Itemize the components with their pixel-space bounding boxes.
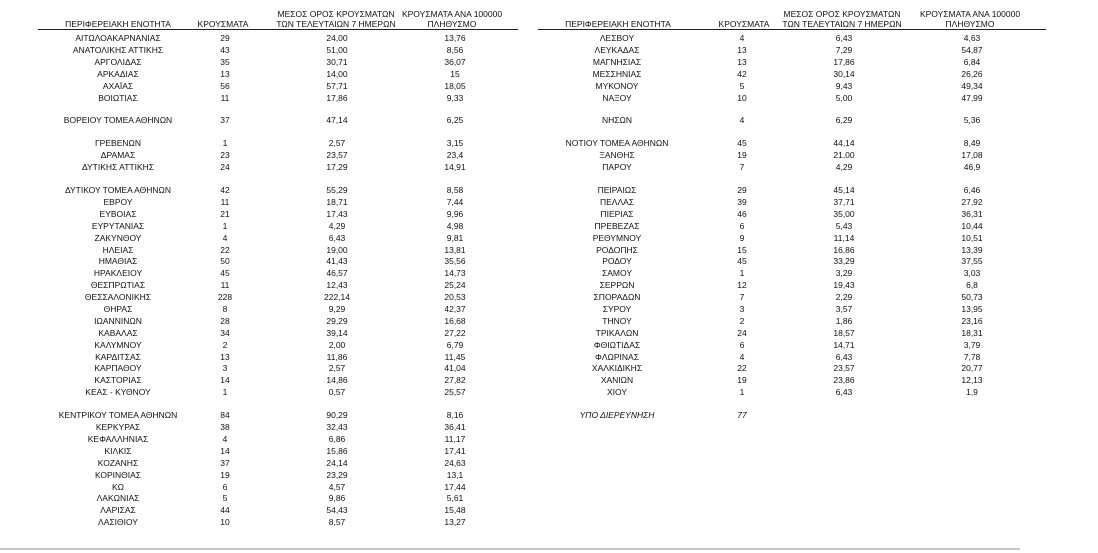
left-cell-avg7: 2,57 [328, 138, 346, 148]
left-cell-per100k: 17,44 [444, 482, 466, 492]
right-cell-avg7: 44,14 [833, 138, 855, 148]
left-cell-avg7: 12,43 [326, 280, 348, 290]
left-cell-region: ΘΕΣΣΑΛΟΝΙΚΗΣ [84, 292, 152, 302]
left-cell-avg7: 4,57 [328, 482, 346, 492]
right-cell-per100k: 6,8 [966, 280, 978, 290]
left-cell-cases: 34 [220, 328, 230, 338]
right-cell-cases: 2 [739, 316, 745, 326]
left-cell-per100k: 42,37 [444, 304, 466, 314]
right-cell-cases: 22 [737, 363, 747, 373]
right-cell-region: ΥΠΟ ΔΙΕΡΕΥΝΗΣΗ [579, 410, 655, 420]
left-cell-avg7: 14,86 [326, 375, 348, 385]
left-cell-avg7: 32,43 [326, 422, 348, 432]
left-cell-cases: 14 [220, 375, 230, 385]
right-cell-region: ΡΟΔΟΠΗΣ [596, 245, 638, 255]
right-cell-avg7: 18,57 [833, 328, 855, 338]
right-cell-region: ΠΑΡΟΥ [602, 162, 632, 172]
right-cell-per100k: 3,79 [963, 340, 981, 350]
right-cell-avg7: 35,00 [833, 209, 855, 219]
right-cell-cases: 39 [737, 197, 747, 207]
right-cell-per100k: 13,95 [961, 304, 983, 314]
left-cell-per100k: 13,81 [444, 245, 466, 255]
left-cell-region: ΕΒΡΟΥ [103, 197, 133, 207]
right-cell-avg7: 2,29 [835, 292, 853, 302]
right-cell-cases: 15 [737, 245, 747, 255]
left-cell-avg7: 14,00 [326, 69, 348, 79]
left-cell-avg7: 41,43 [326, 256, 348, 266]
left-cell-per100k: 5,61 [446, 493, 464, 503]
left-cell-cases: 1 [222, 221, 228, 231]
right-cell-region: ΣΑΜΟΥ [601, 268, 633, 278]
left-cell-region: ΚΑΣΤΟΡΙΑΣ [94, 375, 142, 385]
left-cell-per100k: 7,44 [446, 197, 464, 207]
left-cell-avg7: 9,29 [328, 304, 346, 314]
right-cell-per100k: 6,84 [963, 57, 981, 67]
right-cell-region: ΦΘΙΩΤΙΔΑΣ [593, 340, 641, 350]
left-cell-region: ΑΙΤΩΛΟΑΚΑΡΝΑΝΙΑΣ [75, 33, 161, 43]
left-cell-per100k: 24,63 [444, 458, 466, 468]
right-cell-avg7: 4,29 [835, 162, 853, 172]
left-cell-region: ΚΙΛΚΙΣ [104, 446, 132, 456]
left-cell-avg7: 4,29 [328, 221, 346, 231]
left-cell-cases: 24 [220, 162, 230, 172]
left-cell-cases: 22 [220, 245, 230, 255]
right-cell-cases: 9 [739, 233, 745, 243]
left-cell-per100k: 15 [450, 69, 460, 79]
left-cell-cases: 228 [217, 292, 233, 302]
left-cell-region: ΘΗΡΑΣ [103, 304, 133, 314]
right-header-avg-line2: ΤΩΝ ΤΕΛΕΥΤΑΙΩΝ 7 ΗΜΕΡΩΝ [782, 19, 902, 29]
right-cell-cases: 10 [737, 93, 747, 103]
right-cell-cases: 77 [737, 410, 747, 420]
right-cell-region: ΦΛΩΡΙΝΑΣ [595, 352, 639, 362]
left-cell-per100k: 4,98 [446, 221, 464, 231]
right-cell-region: ΠΕΙΡΑΙΩΣ [597, 185, 637, 195]
right-cell-cases: 1 [739, 268, 745, 278]
right-cell-per100k: 27,92 [961, 197, 983, 207]
right-cell-region: ΜΥΚΟΝΟΥ [595, 81, 639, 91]
left-header-region: ΠΕΡΙΦΕΡΕΙΑΚΗ ΕΝΟΤΗΤΑ [65, 19, 171, 29]
left-cell-region: ΚΑΒΑΛΑΣ [98, 328, 138, 338]
right-cell-region: ΛΕΥΚΑΔΑΣ [594, 45, 640, 55]
right-cell-avg7: 3,29 [835, 268, 853, 278]
left-header-rule [38, 29, 518, 30]
left-cell-per100k: 8,58 [446, 185, 464, 195]
right-header-region: ΠΕΡΙΦΕΡΕΙΑΚΗ ΕΝΟΤΗΤΑ [565, 19, 671, 29]
left-cell-per100k: 27,82 [444, 375, 466, 385]
left-cell-avg7: 54,43 [326, 505, 348, 515]
left-cell-region: ΗΛΕΙΑΣ [102, 245, 134, 255]
left-cell-avg7: 51,00 [326, 45, 348, 55]
right-cell-region: ΜΑΓΝΗΣΙΑΣ [592, 57, 642, 67]
right-cell-cases: 46 [737, 209, 747, 219]
left-cell-cases: 1 [222, 387, 228, 397]
left-cell-per100k: 6,25 [446, 115, 464, 125]
right-cell-region: ΣΕΡΡΩΝ [599, 280, 635, 290]
left-cell-per100k: 14,73 [444, 268, 466, 278]
left-cell-avg7: 19,00 [326, 245, 348, 255]
left-cell-cases: 50 [220, 256, 230, 266]
left-cell-cases: 21 [220, 209, 230, 219]
left-cell-avg7: 0,57 [328, 387, 346, 397]
left-cell-cases: 37 [220, 115, 230, 125]
left-cell-cases: 37 [220, 458, 230, 468]
left-cell-avg7: 30,71 [326, 57, 348, 67]
left-cell-avg7: 23,57 [326, 150, 348, 160]
left-cell-cases: 13 [220, 69, 230, 79]
left-cell-per100k: 23,4 [446, 150, 464, 160]
left-cell-region: ΗΡΑΚΛΕΙΟΥ [93, 268, 143, 278]
left-cell-cases: 11 [220, 197, 230, 207]
left-cell-avg7: 17,86 [326, 93, 348, 103]
left-cell-per100k: 15,48 [444, 505, 466, 515]
right-header-avg-line1: ΜΕΣΟΣ ΟΡΟΣ ΚΡΟΥΣΜΑΤΩΝ [783, 9, 901, 19]
left-cell-avg7: 29,29 [326, 316, 348, 326]
right-cell-region: ΠΡΕΒΕΖΑΣ [594, 221, 640, 231]
left-cell-avg7: 46,57 [326, 268, 348, 278]
page-bottom-divider [0, 548, 1020, 550]
right-cell-per100k: 1,9 [966, 387, 978, 397]
left-cell-region: ΛΑΡΙΣΑΣ [100, 505, 136, 515]
left-cell-region: ΚΑΛΥΜΝΟΥ [94, 340, 142, 350]
right-cell-cases: 19 [737, 375, 747, 385]
left-cell-region: ΙΩΑΝΝΙΝΩΝ [94, 316, 142, 326]
left-cell-avg7: 55,29 [326, 185, 348, 195]
left-cell-per100k: 6,79 [446, 340, 464, 350]
right-cell-per100k: 5,36 [963, 115, 981, 125]
right-cell-cases: 29 [737, 185, 747, 195]
right-header-rule [538, 29, 1046, 30]
right-cell-region: ΝΗΣΩΝ [601, 115, 633, 125]
left-cell-cases: 13 [220, 352, 230, 362]
right-cell-cases: 42 [737, 69, 747, 79]
right-cell-cases: 4 [739, 115, 745, 125]
right-cell-per100k: 36,31 [961, 209, 983, 219]
right-cell-avg7: 6,29 [835, 115, 853, 125]
left-cell-region: ΛΑΚΩΝΙΑΣ [96, 493, 140, 503]
right-header-per100k-line1: ΚΡΟΥΣΜΑΤΑ ΑΝΑ 100000 [919, 9, 1021, 19]
left-cell-region: ΓΡΕΒΕΝΩΝ [95, 138, 141, 148]
right-cell-cases: 7 [739, 292, 745, 302]
right-cell-avg7: 16,86 [833, 245, 855, 255]
left-cell-avg7: 39,14 [326, 328, 348, 338]
left-cell-cases: 4 [222, 434, 228, 444]
left-cell-region: ΑΝΑΤΟΛΙΚΗΣ ΑΤΤΙΚΗΣ [72, 45, 164, 55]
right-cell-per100k: 6,46 [963, 185, 981, 195]
left-cell-cases: 84 [220, 410, 230, 420]
left-cell-avg7: 11,86 [326, 352, 348, 362]
left-cell-region: ΚΕΝΤΡΙΚΟΥ ΤΟΜΕΑ ΑΘΗΝΩΝ [58, 410, 178, 420]
right-cell-avg7: 6,43 [835, 387, 853, 397]
left-cell-avg7: 8,57 [328, 517, 346, 527]
left-cell-per100k: 9,33 [446, 93, 464, 103]
left-cell-avg7: 9,86 [328, 493, 346, 503]
right-cell-cases: 3 [739, 304, 745, 314]
right-cell-per100k: 4,63 [963, 33, 981, 43]
left-cell-cases: 38 [220, 422, 230, 432]
left-cell-per100k: 9,96 [446, 209, 464, 219]
left-cell-per100k: 13,76 [444, 33, 466, 43]
left-cell-per100k: 11,17 [444, 434, 466, 444]
left-cell-cases: 2 [222, 340, 228, 350]
left-cell-region: ΒΟΙΩΤΙΑΣ [98, 93, 138, 103]
left-cell-region: ΕΥΡΥΤΑΝΙΑΣ [91, 221, 145, 231]
left-cell-per100k: 3,15 [446, 138, 464, 148]
right-cell-region: ΧΙΟΥ [606, 387, 628, 397]
right-cell-cases: 19 [737, 150, 747, 160]
left-cell-region: ΚΕΑΣ - ΚΥΘΝΟΥ [85, 387, 151, 397]
left-cell-cases: 44 [220, 505, 230, 515]
right-cell-avg7: 30,14 [833, 69, 855, 79]
left-cell-per100k: 27,22 [444, 328, 466, 338]
right-cell-avg7: 45,14 [833, 185, 855, 195]
right-cell-avg7: 37,71 [833, 197, 855, 207]
left-cell-region: ΚΟΖΑΝΗΣ [97, 458, 139, 468]
right-cell-cases: 4 [739, 352, 745, 362]
right-cell-per100k: 26,26 [961, 69, 983, 79]
right-cell-cases: 7 [739, 162, 745, 172]
right-cell-avg7: 6,43 [835, 352, 853, 362]
right-header-per100k-line2: ΠΛΗΘΥΣΜΟ [945, 19, 995, 29]
right-cell-per100k: 54,87 [961, 45, 983, 55]
right-cell-per100k: 12,13 [961, 375, 983, 385]
left-cell-per100k: 36,07 [444, 57, 466, 67]
right-cell-cases: 1 [739, 387, 745, 397]
right-cell-cases: 45 [737, 256, 747, 266]
left-cell-cases: 3 [222, 363, 228, 373]
right-cell-region: ΝΑΞΟΥ [602, 93, 632, 103]
left-cell-avg7: 23,29 [326, 470, 348, 480]
right-cell-cases: 13 [737, 45, 747, 55]
left-cell-per100k: 13,1 [446, 470, 464, 480]
right-cell-per100k: 17,08 [961, 150, 983, 160]
left-header-avg-line2: ΤΩΝ ΤΕΛΕΥΤΑΙΩΝ 7 ΗΜΕΡΩΝ [276, 19, 396, 29]
left-cell-per100k: 35,56 [444, 256, 466, 266]
left-cell-avg7: 17,43 [326, 209, 348, 219]
left-cell-region: ΘΕΣΠΡΩΤΙΑΣ [90, 280, 146, 290]
left-cell-region: ΒΟΡΕΙΟΥ ΤΟΜΕΑ ΑΘΗΝΩΝ [63, 115, 173, 125]
right-cell-per100k: 50,73 [961, 292, 983, 302]
right-header-cases: ΚΡΟΥΣΜΑΤΑ [718, 19, 770, 29]
right-cell-cases: 13 [737, 57, 747, 67]
left-cell-per100k: 8,56 [446, 45, 464, 55]
right-cell-region: ΡΕΘΥΜΝΟΥ [592, 233, 642, 243]
right-cell-per100k: 7,78 [963, 352, 981, 362]
right-cell-region: ΝΟΤΙΟΥ ΤΟΜΕΑ ΑΘΗΝΩΝ [565, 138, 669, 148]
right-cell-per100k: 10,51 [961, 233, 983, 243]
right-cell-per100k: 47,99 [961, 93, 983, 103]
left-cell-region: ΚΑΡΔΙΤΣΑΣ [95, 352, 141, 362]
right-cell-per100k: 37,55 [961, 256, 983, 266]
left-cell-avg7: 47,14 [326, 115, 348, 125]
left-cell-region: ΔΥΤΙΚΗΣ ΑΤΤΙΚΗΣ [81, 162, 155, 172]
right-cell-avg7: 33,29 [833, 256, 855, 266]
right-cell-region: ΜΕΣΣΗΝΙΑΣ [592, 69, 642, 79]
right-cell-region: ΡΟΔΟΥ [602, 256, 632, 266]
left-cell-region: ΕΥΒΟΙΑΣ [99, 209, 137, 219]
left-cell-cases: 5 [222, 493, 228, 503]
right-cell-per100k: 8,49 [963, 138, 981, 148]
right-cell-avg7: 5,00 [835, 93, 853, 103]
left-cell-cases: 8 [222, 304, 228, 314]
left-cell-cases: 23 [220, 150, 230, 160]
left-cell-region: ΑΧΑΪΑΣ [102, 81, 134, 91]
left-cell-avg7: 24,00 [326, 33, 348, 43]
left-cell-per100k: 41,04 [444, 363, 466, 373]
right-cell-per100k: 23,16 [961, 316, 983, 326]
left-cell-per100k: 11,45 [444, 352, 466, 362]
right-cell-avg7: 19,43 [833, 280, 855, 290]
right-cell-region: ΣΥΡΟΥ [602, 304, 632, 314]
left-cell-per100k: 18,05 [444, 81, 466, 91]
left-cell-region: ΛΑΣΙΘΙΟΥ [98, 517, 138, 527]
right-cell-cases: 6 [739, 340, 745, 350]
left-cell-region: ΚΑΡΠΑΘΟΥ [94, 363, 142, 373]
right-cell-avg7: 23,86 [833, 375, 855, 385]
left-header-per100k-line1: ΚΡΟΥΣΜΑΤΑ ΑΝΑ 100000 [401, 9, 503, 19]
right-cell-cases: 6 [739, 221, 745, 231]
right-cell-region: ΛΕΣΒΟΥ [599, 33, 635, 43]
right-cell-per100k: 49,34 [961, 81, 983, 91]
left-cell-avg7: 24,14 [326, 458, 348, 468]
right-cell-avg7: 11,14 [833, 233, 855, 243]
left-cell-cases: 14 [220, 446, 230, 456]
left-cell-avg7: 15,86 [326, 446, 348, 456]
left-cell-avg7: 90,29 [326, 410, 348, 420]
left-cell-avg7: 18,71 [326, 197, 348, 207]
right-cell-avg7: 3,57 [835, 304, 853, 314]
right-cell-region: ΤΡΙΚΑΛΩΝ [595, 328, 639, 338]
left-cell-per100k: 20,53 [444, 292, 466, 302]
right-cell-avg7: 17,86 [833, 57, 855, 67]
right-cell-avg7: 1,86 [835, 316, 853, 326]
left-cell-region: ΑΡΓΟΛΙΔΑΣ [94, 57, 142, 67]
right-cell-region: ΧΑΝΙΩΝ [600, 375, 634, 385]
left-cell-cases: 56 [220, 81, 230, 91]
left-cell-region: ΚΕΡΚΥΡΑΣ [95, 422, 141, 432]
right-cell-cases: 12 [737, 280, 747, 290]
left-cell-per100k: 9,81 [446, 233, 464, 243]
left-cell-avg7: 6,86 [328, 434, 346, 444]
left-cell-cases: 45 [220, 268, 230, 278]
left-cell-per100k: 25,57 [444, 387, 466, 397]
right-cell-per100k: 46,9 [963, 162, 981, 172]
right-cell-region: ΧΑΛΚΙΔΙΚΗΣ [591, 363, 643, 373]
left-cell-cases: 10 [220, 517, 230, 527]
right-cell-avg7: 14,71 [833, 340, 855, 350]
right-cell-cases: 24 [737, 328, 747, 338]
left-cell-cases: 11 [220, 280, 230, 290]
right-cell-avg7: 7,29 [835, 45, 853, 55]
left-cell-region: ΔΥΤΙΚΟΥ ΤΟΜΕΑ ΑΘΗΝΩΝ [64, 185, 172, 195]
right-cell-per100k: 18,31 [961, 328, 983, 338]
right-cell-region: ΣΠΟΡΑΔΩΝ [593, 292, 641, 302]
left-cell-cases: 1 [222, 138, 228, 148]
left-header-cases: ΚΡΟΥΣΜΑΤΑ [197, 19, 249, 29]
left-cell-per100k: 13,27 [444, 517, 466, 527]
left-cell-region: ΑΡΚΑΔΙΑΣ [97, 69, 139, 79]
left-cell-cases: 35 [220, 57, 230, 67]
right-cell-region: ΤΗΝΟΥ [602, 316, 632, 326]
left-cell-cases: 29 [220, 33, 230, 43]
left-cell-avg7: 222,14 [324, 292, 350, 302]
left-cell-region: ΗΜΑΘΙΑΣ [98, 256, 138, 266]
left-cell-cases: 43 [220, 45, 230, 55]
left-cell-avg7: 2,57 [328, 363, 346, 373]
right-cell-avg7: 5,43 [835, 221, 853, 231]
left-cell-cases: 6 [222, 482, 228, 492]
left-header-avg-line1: ΜΕΣΟΣ ΟΡΟΣ ΚΡΟΥΣΜΑΤΩΝ [277, 9, 395, 19]
right-cell-cases: 45 [737, 138, 747, 148]
left-cell-avg7: 57,71 [326, 81, 348, 91]
right-cell-avg7: 6,43 [835, 33, 853, 43]
left-cell-per100k: 8,16 [446, 410, 464, 420]
left-cell-cases: 4 [222, 233, 228, 243]
right-cell-region: ΞΑΝΘΗΣ [599, 150, 635, 160]
left-cell-per100k: 14,91 [444, 162, 466, 172]
left-header-per100k-line2: ΠΛΗΘΥΣΜΟ [427, 19, 477, 29]
right-cell-avg7: 23,57 [833, 363, 855, 373]
left-cell-cases: 42 [220, 185, 230, 195]
left-cell-region: ΚΕΦΑΛΛΗΝΙΑΣ [87, 434, 149, 444]
left-cell-avg7: 6,43 [328, 233, 346, 243]
right-cell-cases: 4 [739, 33, 745, 43]
right-cell-region: ΠΕΛΛΑΣ [599, 197, 635, 207]
left-cell-avg7: 17,29 [326, 162, 348, 172]
left-cell-region: ΖΑΚΥΝΘΟΥ [94, 233, 142, 243]
left-cell-avg7: 2,00 [328, 340, 346, 350]
left-cell-per100k: 16,68 [444, 316, 466, 326]
right-cell-per100k: 3,03 [963, 268, 981, 278]
right-cell-region: ΠΙΕΡΙΑΣ [600, 209, 634, 219]
left-cell-region: ΚΟΡΙΝΘΙΑΣ [94, 470, 142, 480]
right-cell-cases: 5 [739, 81, 745, 91]
left-cell-per100k: 36,41 [444, 422, 466, 432]
right-cell-per100k: 10,44 [961, 221, 983, 231]
left-cell-region: ΚΩ [111, 482, 125, 492]
right-cell-avg7: 9,43 [835, 81, 853, 91]
right-cell-per100k: 20,77 [961, 363, 983, 373]
left-cell-cases: 28 [220, 316, 230, 326]
left-cell-per100k: 25,24 [444, 280, 466, 290]
left-cell-per100k: 17,41 [444, 446, 466, 456]
right-cell-avg7: 21,00 [833, 150, 855, 160]
left-cell-cases: 19 [220, 470, 230, 480]
left-cell-cases: 11 [220, 93, 230, 103]
left-cell-region: ΔΡΑΜΑΣ [100, 150, 136, 160]
right-cell-per100k: 13,39 [961, 245, 983, 255]
